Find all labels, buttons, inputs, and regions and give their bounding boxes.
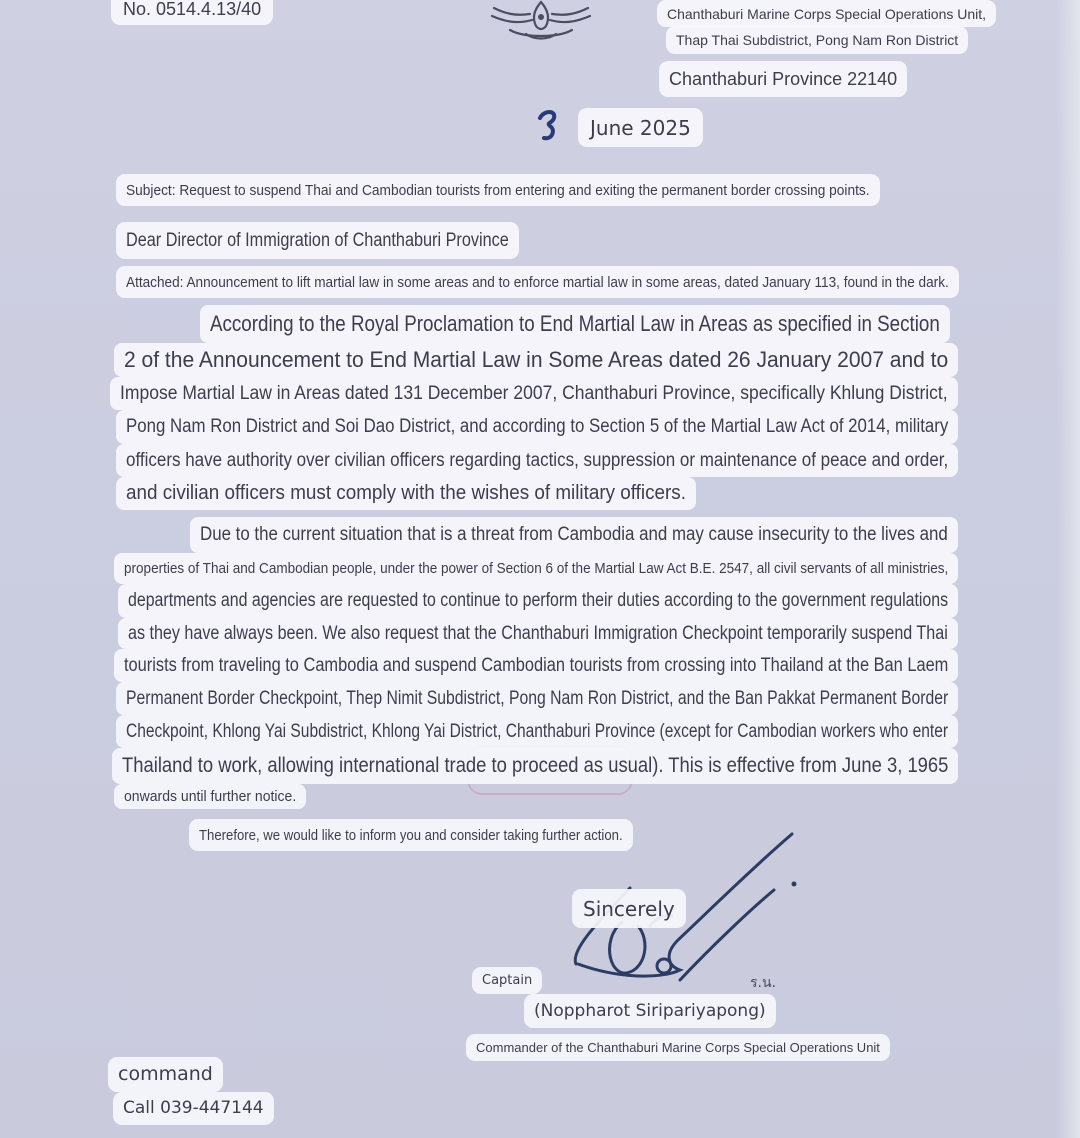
paragraph-1-line: Impose Martial Law in Areas dated 131 December 2007, Chanthaburi Province, specifically Khlung District, [110, 377, 958, 410]
paragraph-1-line: officers have authority over civilian officers regarding tactics, suppression or maintenance of peace and order, [116, 444, 958, 477]
closing-line: Therefore, we would like to inform you and consider taking further action. [189, 819, 633, 851]
paragraph-1-line: Pong Nam Ron District and Soi Dao District, and according to Section 5 of the Martial Law Act of 2014, military [116, 410, 958, 444]
footer-department: command [108, 1057, 223, 1092]
paragraph-2-line: onwards until further notice. [114, 784, 306, 809]
garuda-emblem-icon [486, 0, 596, 42]
rank-label: Captain [472, 967, 542, 994]
salutation: Dear Director of Immigration of Chanthaburi Province [116, 222, 519, 259]
paragraph-2-line: tourists from traveling to Cambodia and suspend Cambodian tourists from crossing into Thailand at the Ban Laem [114, 649, 958, 682]
footer-phone: Call 039-447144 [113, 1092, 274, 1125]
paragraph-1 [110, 305, 962, 510]
unit-address-line1: Chanthaburi Marine Corps Special Operations Unit, [657, 0, 996, 27]
paragraph-2 [110, 517, 962, 809]
paragraph-2-line: Checkpoint, Khlong Yai Subdistrict, Khlong Yai District, Chanthaburi Province (except for Cambodian workers who enter [116, 715, 958, 748]
subject-line: Subject: Request to suspend Thai and Cambodian tourists from entering and exiting the permanent border crossing points. [116, 174, 880, 206]
attachment-line: Attached: Announcement to lift martial law in some areas and to enforce martial law in some areas, dated January 113, found in the dark. [116, 266, 959, 298]
handwritten-numeral [536, 108, 564, 142]
document-number: No. 0514.4.13/40 [111, 0, 273, 25]
paragraph-2-line: Permanent Border Checkpoint, Thep Nimit Subdistrict, Pong Nam Ron District, and the Ban Pakkat Permanent Border [116, 682, 958, 715]
paragraph-2-line: Thailand to work, allowing international trade to proceed as usual). This is effective from June 3, 1965 [112, 748, 958, 784]
paragraph-2-line: departments and agencies are requested to continue to perform their duties according to the government regulations [118, 584, 958, 618]
sincerely-closing: Sincerely [572, 889, 686, 928]
signatory-name: (Noppharot Siripariyapong) [524, 994, 776, 1028]
unit-address-line3: Chanthaburi Province 22140 [659, 61, 907, 97]
unit-address-line2: Thap Thai Subdistrict, Pong Nam Ron District [666, 26, 968, 54]
signatory-title: Commander of the Chanthaburi Marine Corps Special Operations Unit [466, 1034, 890, 1061]
paragraph-1-line: According to the Royal Proclamation to End Martial Law in Areas as specified in Section [200, 305, 950, 343]
paragraph-1-line: and civilian officers must comply with the wishes of military officers. [116, 477, 696, 510]
paragraph-2-line: properties of Thai and Cambodian people, under the power of Section 6 of the Martial Law Act B.E. 2547, all civil servants of all ministries, [114, 553, 958, 584]
rank-abbreviation-mark: ร.น. [750, 975, 776, 991]
document-date: June 2025 [578, 108, 703, 147]
paragraph-2-line: as they have always been. We also request that the Chanthaburi Immigration Checkpoint temporarily suspend Thai [118, 618, 958, 649]
paper-edge [1056, 0, 1080, 1138]
paragraph-2-line: Due to the current situation that is a threat from Cambodia and may cause insecurity to the lives and [190, 517, 958, 553]
paragraph-1-line: 2 of the Announcement to End Martial Law in Some Areas dated 26 January 2007 and to [114, 343, 958, 377]
